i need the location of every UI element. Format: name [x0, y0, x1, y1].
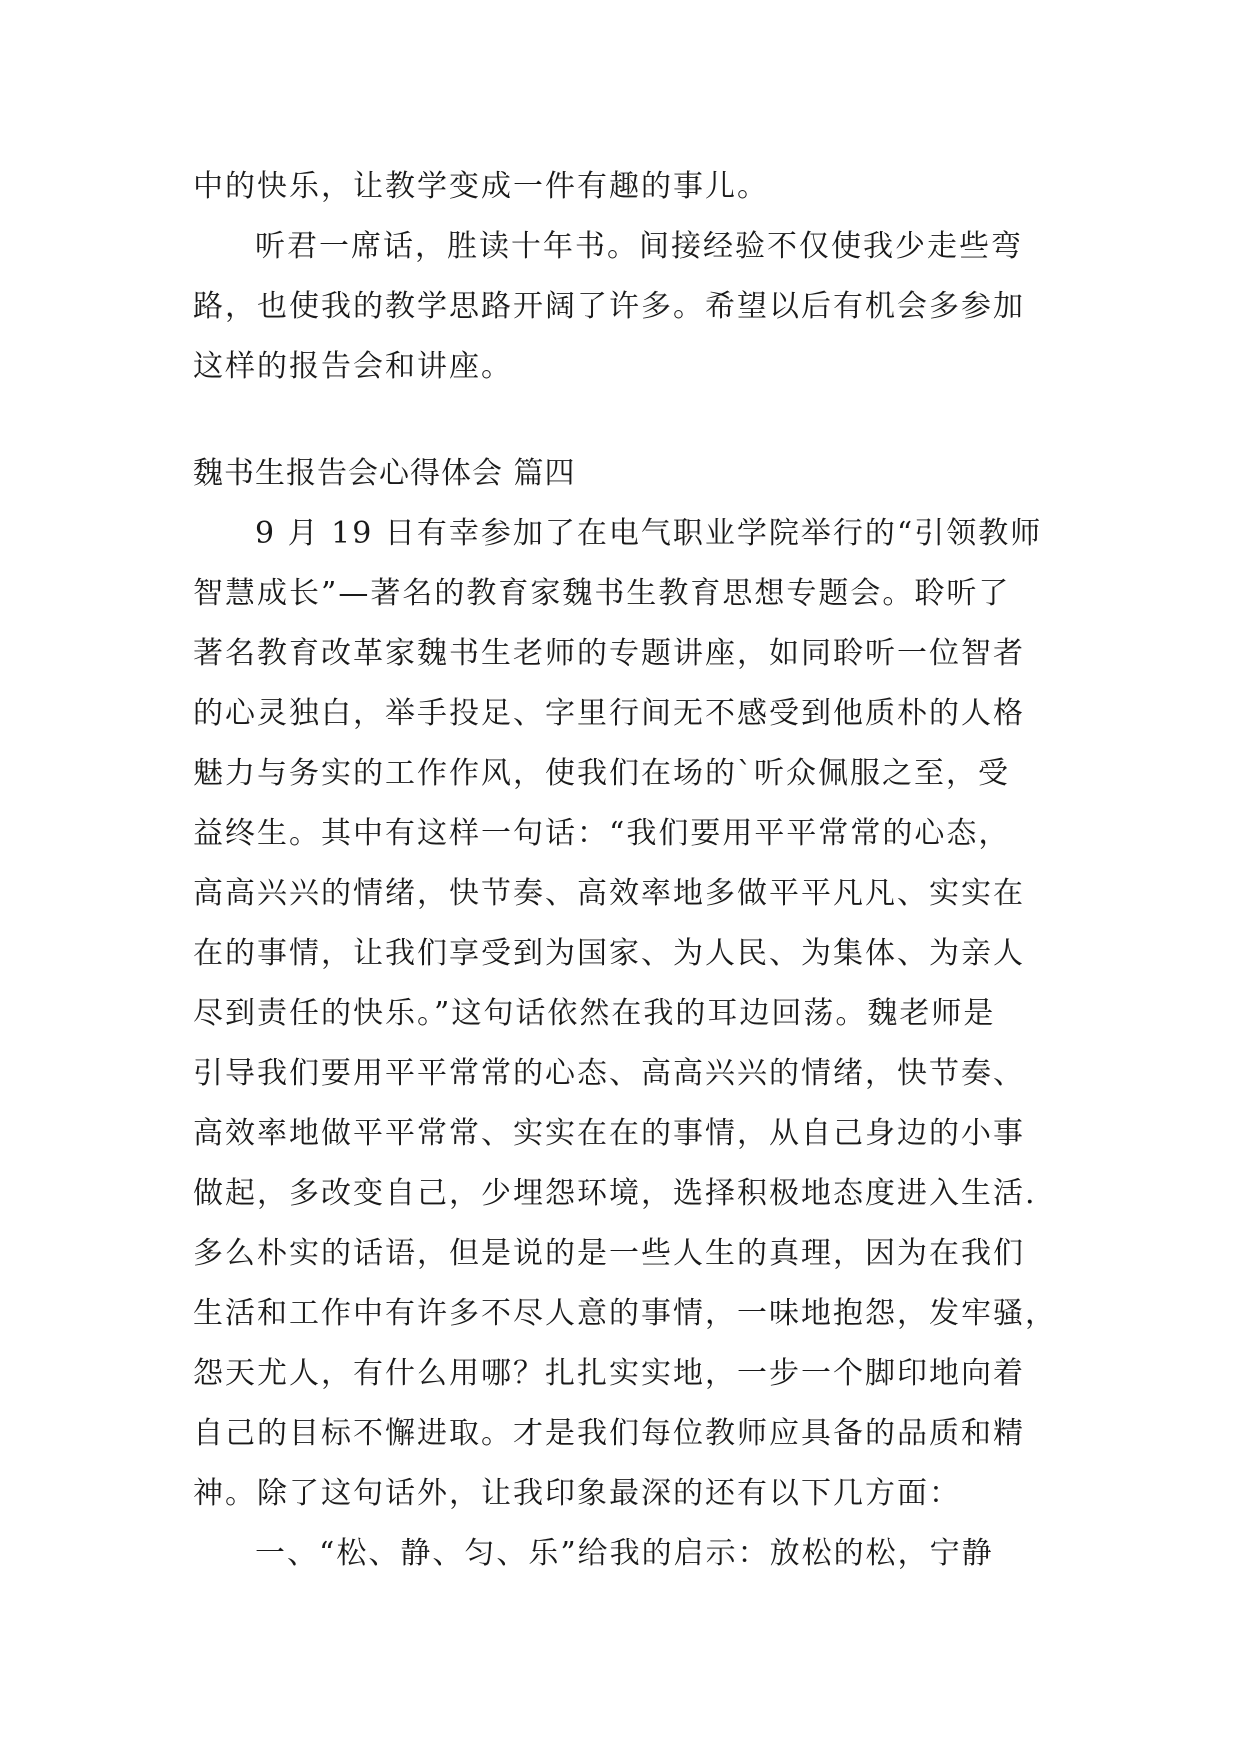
text-line: 听君一席话，胜读十年书。间接经验不仅使我少走些弯 — [255, 229, 1023, 264]
text-line: 做起，多改变自己，少埋怨环境，选择积极地态度进入生活. — [193, 1176, 1037, 1211]
text-line: 怨天尤人，有什么用哪？扎扎实实地，一步一个脚印地向着 — [193, 1356, 1025, 1391]
text-line: 著名教育改革家魏书生老师的专题讲座，如同聆听一位智者 — [193, 636, 1025, 671]
text-line: 多么朴实的话语，但是说的是一些人生的真理，因为在我们 — [193, 1236, 1025, 1271]
section-heading: 魏书生报告会心得体会 篇四 — [193, 456, 576, 491]
paragraph — [193, 504, 1057, 1524]
text-line: 引导我们要用平平常常的心态、高高兴兴的情绪，快节奏、 — [193, 1056, 1025, 1091]
text-line: 9 月 19 日有幸参加了在电气职业学院举行的“引领教师 — [255, 516, 1043, 551]
text-line: 神。除了这句话外，让我印象最深的还有以下几方面： — [193, 1476, 961, 1511]
text-line: 的心灵独白，举手投足、字里行间无不感受到他质朴的人格 — [193, 696, 1025, 731]
document-body — [193, 157, 1057, 1584]
text-line: 中的快乐，让教学变成一件有趣的事儿。 — [193, 169, 769, 204]
paragraph — [193, 1524, 1053, 1584]
text-line: 高效率地做平平常常、实实在在的事情，从自己身边的小事 — [193, 1116, 1025, 1151]
text-line: 自己的目标不懈进取。才是我们每位教师应具备的品质和精 — [193, 1416, 1025, 1451]
text-line: 在的事情，让我们享受到为国家、为人民、为集体、为亲人 — [193, 936, 1025, 971]
text-line: 智慧成长”—著名的教育家魏书生教育思想专题会。聆听了 — [193, 576, 1011, 611]
text-line: 路，也使我的教学思路开阔了许多。希望以后有机会多参加 — [193, 289, 1025, 324]
paragraph — [193, 217, 1053, 397]
paragraph — [193, 157, 1053, 217]
text-line: 尽到责任的快乐。”这句话依然在我的耳边回荡。魏老师是 — [193, 996, 996, 1031]
text-line: 益终生。其中有这样一句话：“我们要用平平常常的心态， — [193, 816, 1011, 851]
text-line: 魅力与务实的工作作风，使我们在场的`听众佩服之至，受 — [193, 756, 1010, 791]
text-line: 高高兴兴的情绪，快节奏、高效率地多做平平凡凡、实实在 — [193, 876, 1025, 911]
paragraph-spacer — [193, 397, 1053, 444]
text-line: 生活和工作中有许多不尽人意的事情，一味地抱怨，发牢骚， — [193, 1296, 1057, 1331]
text-line: 这样的报告会和讲座。 — [193, 349, 513, 384]
text-line: 一、“松、静、匀、乐”给我的启示：放松的松，宁静 — [255, 1536, 994, 1571]
